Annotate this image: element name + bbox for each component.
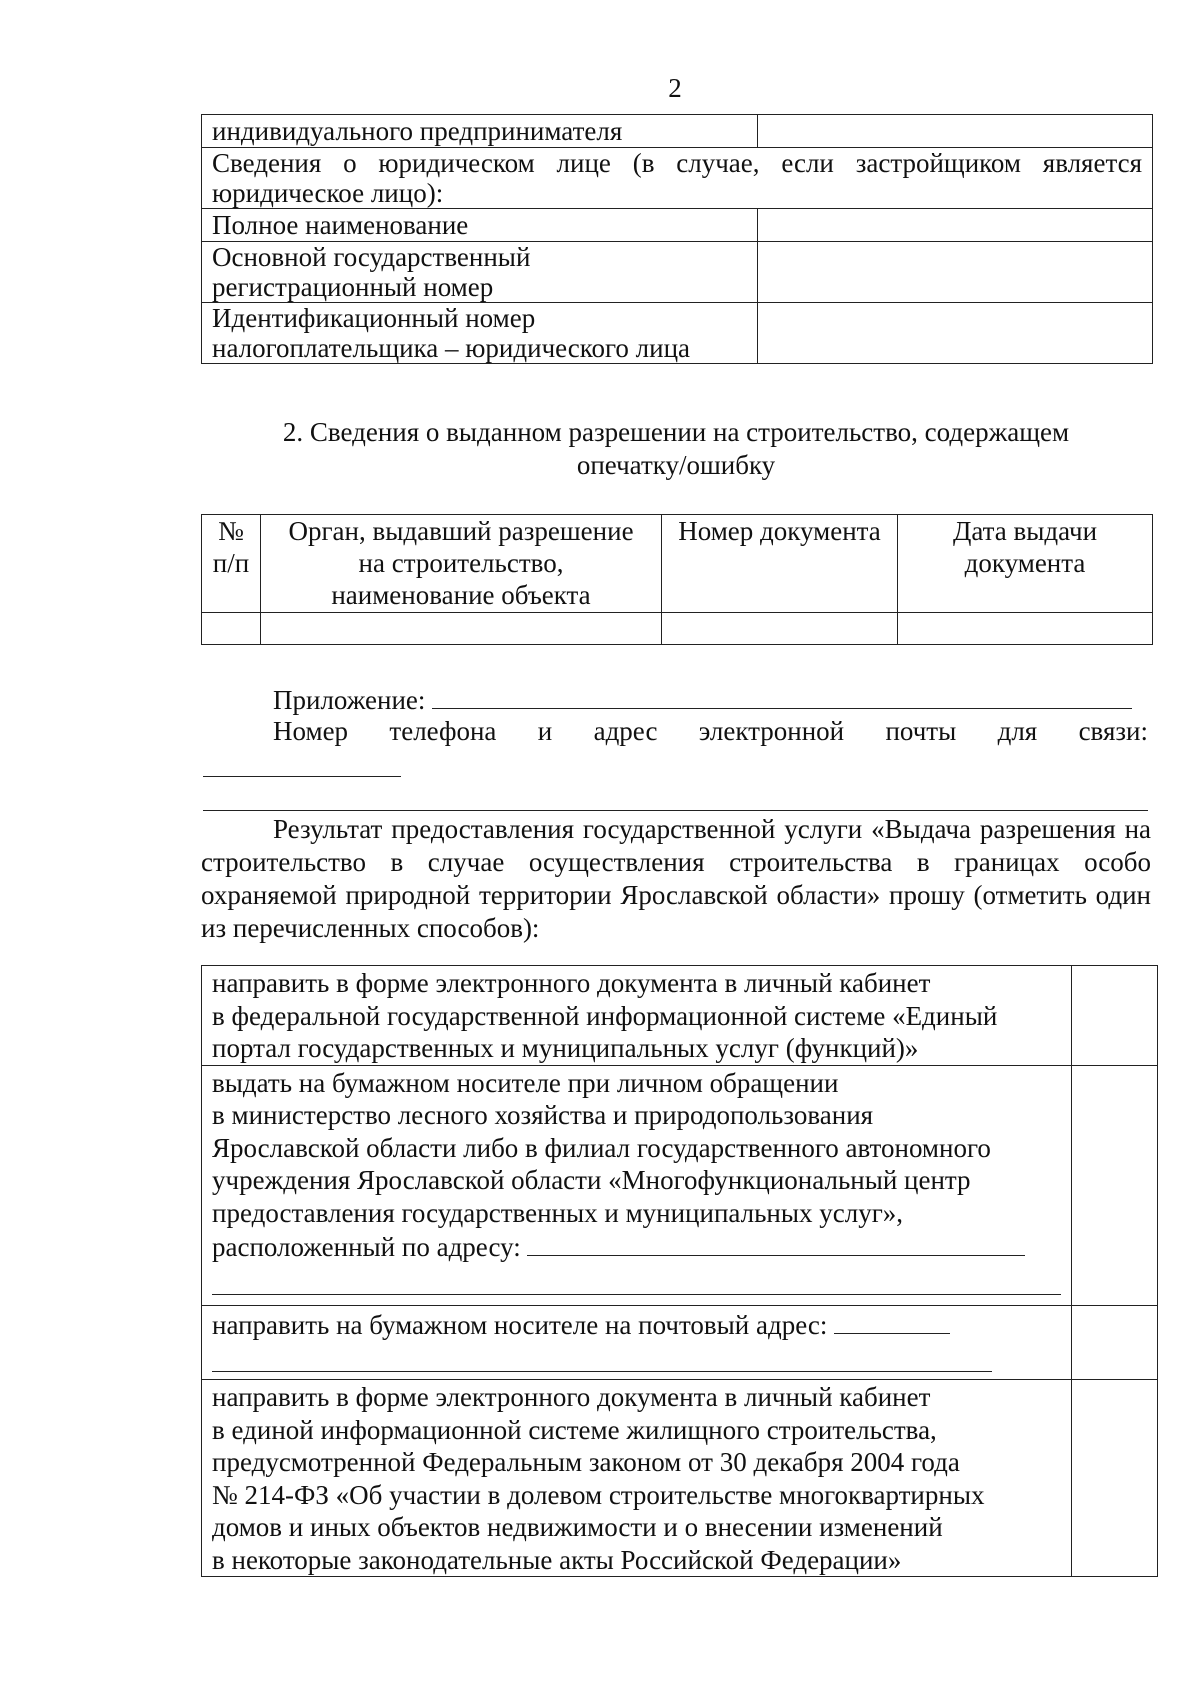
column-header-number [202,515,261,613]
table-row [202,209,1153,242]
column-header-doc-number [662,515,898,613]
inn-value-cell[interactable] [758,303,1153,364]
ogrn-label-line1: Основной государственный [212,242,531,272]
ogrn-label-line2: регистрационный номер [212,272,494,302]
table-header-row [202,515,1153,613]
option-housing-system-checkbox[interactable] [1072,1380,1158,1577]
delivery-options-table [201,965,1158,1577]
option-text-line: в федеральной государственной информационной системе «Единый [212,1000,998,1031]
option-paper-in-person-checkbox[interactable] [1072,1065,1158,1305]
column-header-line: Номер документа [678,516,881,546]
option-text-line: предусмотренной Федеральным законом от 30 декабря 2004 года [212,1447,960,1477]
column-header-line: наименование объекта [331,580,591,610]
option-text-line: выдать на бумажном носителе при личном обращении [212,1067,839,1098]
legal-entity-header [202,148,1153,209]
result-paragraph-text: Результат предоставления государственной услуги «Выдача разрешения на строительство в случае осуществления строительства в границах особо охраняемой природной территории Ярославской области» прошу (отметить один из перечисленных способов): [201,814,1151,943]
option-text-line: расположенный по адресу: [212,1232,521,1262]
column-header-line: № [218,516,244,546]
applicant-info-table [201,114,1153,364]
ogrn-label [202,242,758,303]
option-portal [202,966,1072,1066]
contact-line-long[interactable] [203,810,1148,811]
cell-doc-number[interactable] [662,613,898,645]
option-text-line: учреждения Ярославской области «Многофункциональный центр [212,1165,971,1195]
column-header-line: п/п [212,548,250,578]
address-blank[interactable] [527,1229,1025,1256]
cell-number[interactable] [202,613,261,645]
option-text-line: направить в форме электронного документа в личный кабинет [212,1382,931,1412]
inn-label [202,303,758,364]
ip-label-cell: индивидуального предпринимателя [202,115,758,148]
table-row [202,1380,1158,1577]
inn-label-line2: налогоплательщика – юридического лица [212,333,691,363]
column-header-line: на строительство, [358,548,564,578]
option-text-line: № 214-ФЗ «Об участии в долевом строительстве многоквартирных [212,1479,985,1510]
option-housing-system [202,1380,1072,1577]
cell-issuer[interactable] [261,613,662,645]
legal-entity-header-line1: Сведения о юридическом лице (в случае, если застройщиком является [212,148,1142,178]
section-2-heading [201,416,1151,482]
cell-issue-date[interactable] [898,613,1153,645]
option-text-line: в единой информационной системе жилищного строительства, [212,1414,937,1445]
option-mail [202,1305,1072,1380]
legal-entity-header-line2: юридическое лицо): [212,178,444,208]
ip-value-cell[interactable] [758,115,1153,148]
page-number: 2 [668,73,682,103]
option-text-line: в министерство лесного хозяйства и природопользования [212,1100,874,1130]
permit-table [201,514,1153,645]
table-row [202,966,1158,1066]
table-row [202,148,1153,209]
column-header-issuer [261,515,662,613]
contact-line-short[interactable] [203,776,401,777]
table-row [202,242,1153,303]
option-text-line: предоставления государственных и муниципальных услуг», [212,1197,904,1228]
option-text-line: Ярославской области либо в филиал государственного автономного [212,1132,991,1163]
table-row [202,115,1153,148]
attachment-label: Приложение: [273,685,426,715]
address-blank-row[interactable] [212,1264,1061,1295]
option-address-line [212,1229,1061,1264]
section-2-heading-line2: опечатку/ошибку [576,450,776,480]
table-row [202,613,1153,645]
table-row [202,1305,1158,1380]
table-row [202,1065,1158,1305]
table-row [202,303,1153,364]
result-paragraph [201,813,1151,945]
option-text-line: портал государственных и муниципальных услуг (функций)» [212,1033,919,1063]
option-paper-in-person [202,1065,1072,1305]
option-text-line: направить на бумажном носителе на почтовый адрес: [212,1309,828,1340]
attachment-field [273,682,1132,716]
section-2-heading-line1: 2. Сведения о выданном разрешении на строительство, содержащем [282,417,1070,447]
column-header-line: Орган, выдавший разрешение [288,516,634,546]
mail-address-blank-row[interactable] [212,1341,992,1372]
option-mail-checkbox[interactable] [1072,1305,1158,1380]
column-header-issue-date [898,515,1153,613]
full-name-value-cell[interactable] [758,209,1153,242]
column-header-line: документа [964,548,1086,578]
option-text-line: в некоторые законодательные акты Российской Федерации» [212,1544,902,1575]
column-header-line: Дата выдачи [952,516,1098,546]
option-mail-line [212,1307,1061,1342]
option-portal-checkbox[interactable] [1072,966,1158,1066]
mail-address-blank[interactable] [834,1307,950,1334]
attachment-line[interactable] [432,682,1132,709]
option-text-line: направить в форме электронного документа в личный кабинет [212,968,931,998]
contact-label: Номер телефона и адрес электронной почты для связи: [273,716,1148,746]
inn-label-line1: Идентификационный номер [212,303,536,333]
ogrn-value-cell[interactable] [758,242,1153,303]
option-text-line: домов и иных объектов недвижимости и о внесении изменений [212,1512,943,1542]
full-name-label: Полное наименование [202,209,758,242]
